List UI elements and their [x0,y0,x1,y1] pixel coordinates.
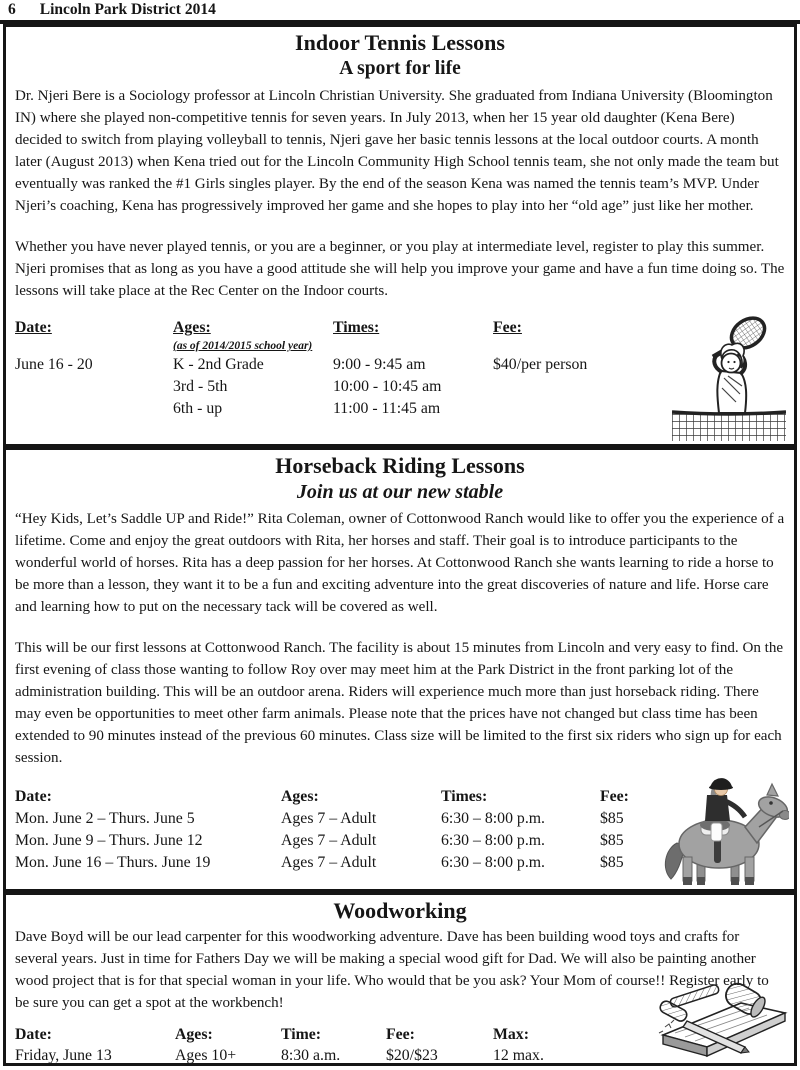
horse-rider-icon [657,751,789,887]
table-spacer [15,339,173,354]
session-ages: Ages 7 – Adult [281,832,377,849]
session-fee: $20/$23 [386,1047,438,1064]
horseback-paragraph-1: “Hey Kids, Let’s Saddle UP and Ride!” Rita Coleman, owner of Cottonwood Ranch would like to offer you the experience of a lifetime. Come and enjoy the great outdoors with Rita, her horses and staff. Their goal is to introduce participants to the wonderful world of horses. Rita has a deep passion for her horses. At Cottonwood Ranch she wants learning to ride a horse to be more than a lesson, they want it to be a fun and exciting adventure into the great discoveries of nature and life. Horse care and learning how to put on the necessary tack will be covered as well. [15,511,785,615]
table-spacer [333,339,493,354]
woodworking-schedule-table [15,1024,665,1066]
tennis-player-illustration [672,316,786,442]
column-header-times: Times: [333,319,380,336]
session-max: 12 max. [493,1047,544,1064]
tennis-time: 11:00 - 11:45 am [333,400,441,417]
session-date: Mon. June 2 – Thurs. June 5 [15,810,195,827]
column-header-fee: Fee: [386,1026,415,1043]
table-spacer [15,398,173,420]
tennis-schedule-table [15,317,665,420]
tennis-time: 10:00 - 10:45 am [333,378,442,395]
column-header-max: Max: [493,1026,529,1043]
session-ages: Ages 7 – Adult [281,854,377,871]
table-spacer [493,339,665,354]
mallet-chisel-icon [647,977,789,1061]
section-woodworking [3,892,797,1066]
tennis-time: 9:00 - 9:45 am [333,356,426,373]
tennis-age-group: 3rd - 5th [173,378,228,395]
session-fee: $85 [600,832,624,849]
session-times: 6:30 – 8:00 p.m. [441,832,545,849]
table-spacer [493,376,665,398]
session-date: Mon. June 9 – Thurs. June 12 [15,832,203,849]
woodworking-paragraph-1: Dave Boyd will be our lead carpenter for this woodworking adventure. Dave has been building wood toys and crafts for several years. Just in time for Fathers Day we will be making a special wood gift for Dad. We will also be painting another wood project that is for that special woman in your life. Who would that be you ask? Your Mom of course!! Register early to be sure you can get a spot at the workbench! [15,929,769,1011]
tennis-paragraph-1: Dr. Njeri Bere is a Sociology professor at Lincoln Christian University. She graduated from Indiana University (Bloomington IN) where she played non-competitive tennis for seven years. In July 2013, when her 15 year old daughter (Kena Bere) decided to switch from playing volleyball to tennis, Njeri gave her basic tennis lessons at the local outdoor courts. A month later (August 2013) when Kena tried out for the Lincoln Community High School tennis team, she not only made the team but eventually was ranked the #1 Girls singles player. By the end of the season Kena was named the tennis team’s MVP. Under Njeri’s coaching, Kena has progressively improved her game and she hopes to play into her “old age” just like her mother. [15,88,779,214]
horse-rider-illustration [657,751,789,887]
column-header-time: Time: [281,1026,322,1043]
session-times: 6:30 – 8:00 p.m. [441,854,545,871]
session-date: Friday, June 13 [15,1047,112,1064]
horseback-paragraph-2: This will be our first lessons at Cottonwood Ranch. The facility is about 15 minutes from Lincoln and very easy to find. On the first evening of class those wanting to follow Roy over may meet him at the Park District in the front parking lot of the administration building. This will be an outdoor arena. Riders will experience much more than just horseback riding. There may even be opportunities to meet other farm animals. Please note that the prices have not changed but class time has been extended to 90 minutes instead of the previous 60 minutes. Class size will be limited to the first six riders who sign up for each session. [15,640,784,766]
horseback-title: Horseback Riding Lessons [275,453,525,478]
tennis-age-group: K - 2nd Grade [173,356,264,373]
session-fee: $85 [600,854,624,871]
horseback-subtitle: Join us at our new stable [296,481,504,503]
tennis-age-group: 6th - up [173,400,223,417]
session-date: Mon. June 16 – Thurs. June 19 [15,854,211,871]
session-ages: Ages 10+ [175,1047,237,1064]
ages-school-year-note: (as of 2014/2015 school year) [173,340,313,352]
page-number: 6 [8,1,16,18]
column-header-fee: Fee: [600,788,629,805]
column-header-date: Date: [15,1026,52,1043]
page-header [0,0,800,24]
column-header-times: Times: [441,788,488,805]
column-header-ages: Ages: [175,1026,213,1043]
horseback-schedule-table [15,786,665,874]
tennis-fee: $40/per person [493,356,588,373]
session-time: 8:30 a.m. [281,1047,341,1064]
table-spacer [15,376,173,398]
table-spacer [493,398,665,420]
tennis-title: Indoor Tennis Lessons [295,30,505,55]
tennis-date: June 16 - 20 [15,356,93,373]
session-times: 6:30 – 8:00 p.m. [441,810,545,827]
page-title: Lincoln Park District 2014 [39,1,216,18]
tennis-paragraph-2: Whether you have never played tennis, or you are a beginner, or you play at intermediate level, register to play this summer. Njeri promises that as long as you have a good attitude she will help you improve your game and have a fun time doing so. The lessons will take place at the Rec Center on the Indoor courts. [15,239,785,299]
session-ages: Ages 7 – Adult [281,810,377,827]
column-header-fee: Fee: [493,319,522,336]
column-header-ages: Ages: [281,788,319,805]
column-header-ages: Ages: [173,319,211,336]
column-header-date: Date: [15,788,52,805]
column-header-date: Date: [15,319,52,336]
woodworking-tools-illustration [647,977,789,1061]
session-fee: $85 [600,810,624,827]
woodworking-title: Woodworking [333,898,467,923]
section-horseback-riding [3,447,797,892]
section-indoor-tennis [3,24,797,447]
tennis-player-icon [672,316,786,442]
tennis-subtitle: A sport for life [339,58,461,79]
